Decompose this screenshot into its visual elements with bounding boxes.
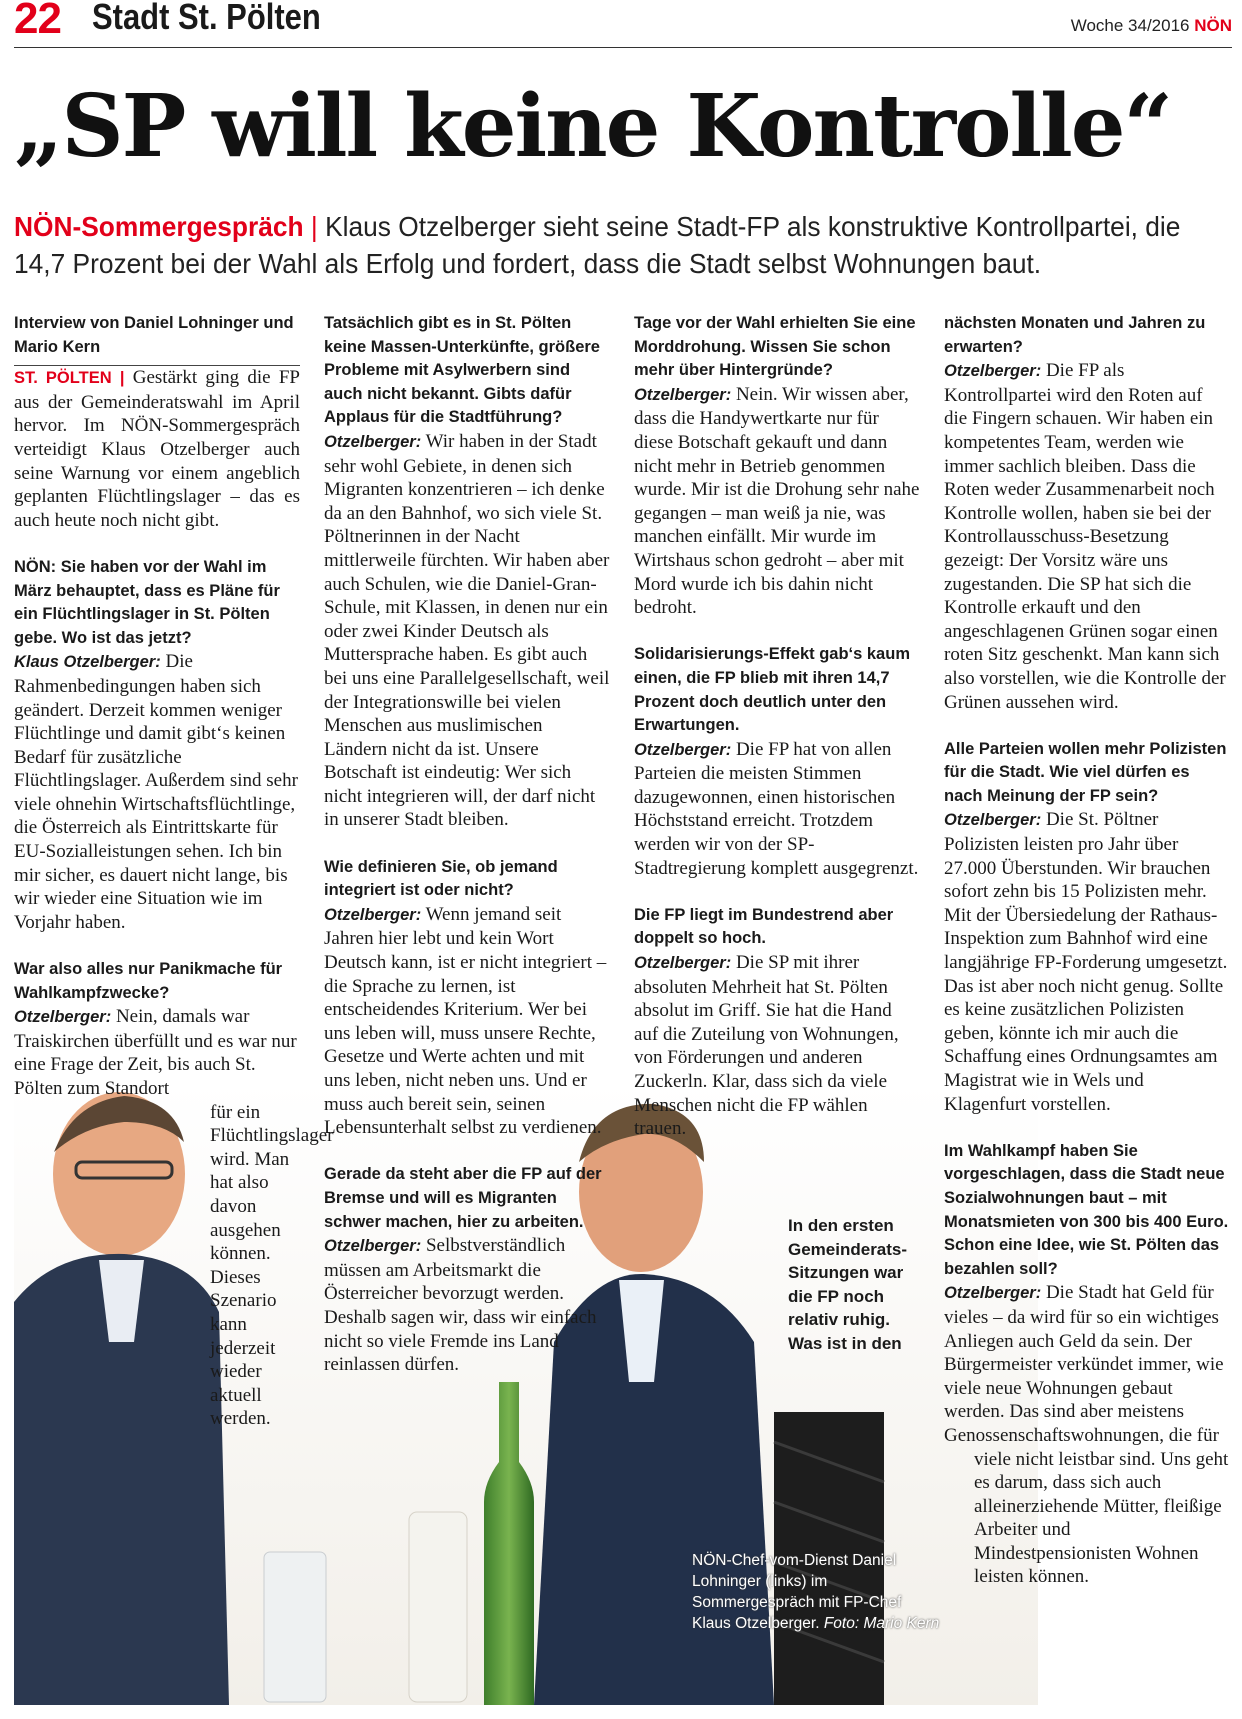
byline: Interview von Daniel Lohninger und Mario Kern [14,312,300,366]
speaker: Otzelberger: [634,385,732,404]
speaker: Otzelberger: [944,811,1042,830]
answer [944,359,1230,714]
column-4 [944,312,1230,1589]
answer-text: Nein. Wir wissen aber, dass die Handywertkarte nur für diese Botschaft gekauft und dann nicht mehr in Betrieb genommen wurde. Mir ist die Drohung sehr nahe gegangen – man weiß ja nie, was manchen einfällt. Mir wurde im Wirtshaus schon gedroht – aber mit Mord wurde ich bis dahin nicht bedroht. [634,383,920,619]
question: Die FP liegt im Bundestrend aber doppelt so hoch. [634,905,894,948]
answer [634,383,920,620]
section-title: Stadt St. Pölten [92,0,321,37]
answer-text: Wir haben in der Stadt sehr wohl Gebiete, in denen sich Migranten konzentrieren – ich denke da an den Bahnhof, wo sich viele St. Pöltnerinnen in der Nacht mittlerweile fürchten. Wir haben aber auch Schulen, wie die Daniel-Gran-Schule, mit Klassen, in denen nur ein oder zwei Kinder Deutsch als Muttersprache haben. Es gibt auch bei uns eine Parallelgesellschaft, weil der Integrationswille bei vielen Menschen aus muslimischen Ländern nicht da ist. Unsere Botschaft ist eindeutig: Wer sich nicht integrieren will, der darf nicht in unserer Stadt bleiben. [324,430,610,831]
answer-text: Die Rahmenbedingungen haben sich geändert. Derzeit kommen weniger Flüchtlinge und damit gibt‘s keinen Bedarf für zusätzliche Flüchtlingslager. Außerdem sind sehr viele ohnehin Wirtschaftsflüchtlinge, die Österreich als Eintrittskarte für EU-Sozialleistungen sehen. Ich bin mir sicher, es dauert nicht lange, bis wir wieder eine Situation wie im Vorjahr haben. [14,651,298,933]
question: NÖN: Sie haben vor der Wahl im März behauptet, dass es Pläne für ein Flüchtlingslager in St. Pölten gebe. Wo ist das jetzt? [14,557,280,647]
question: Tatsächlich gibt es in St. Pölten keine Massen-Unterkünfte, größere Probleme mit Asylwerbern sind auch nicht bekannt. Gibts dafür Applaus für die Stadtführung? [324,314,600,427]
question: Wie definieren Sie, ob jemand integriert ist oder nicht? [324,857,558,900]
issue-week: Woche 34/2016 [1070,16,1190,35]
question: Alle Parteien wollen mehr Polizisten für die Stadt. Wie viel dürfen es nach Meinung der FP sein? [944,739,1227,805]
answer-text: Die St. Pöltner Polizisten leisten pro Jahr über 27.000 Überstunden. Wir brauchen sofort zehn bis 15 Polizisten mehr. Mit der Übersiedelung der Rathaus-Inspektion zum Bahnhof wird eine langjährige FP-Forderung umgesetzt. Das ist aber noch nicht genug. Sollte es keine zusätzlichen Polizisten geben, könnte ich mir auch die Schaffung eines Ordnungsamtes am Magistrat wie in Wels und Klagenfurt vorstellen. [944,809,1228,1115]
photo-credit: Foto: Mario Kern [823,1615,940,1632]
answer-continued: für ein Flüchtlingslager wird. Man hat also davon ausgehen können. Dieses Szenario kann jederzeit wieder aktuell werden. [210,1101,334,1430]
question: Gerade da steht aber die FP auf der Bremse und will es Migranten schwer machen, hier zu arbeiten. [324,1165,602,1231]
answer [14,1005,300,1100]
answer [14,650,300,934]
dateline-separator: | [119,369,125,388]
answer [324,903,610,1140]
question: nächsten Monaten und Jahren zu erwarten? [944,314,1206,356]
answer-text: Nein, damals war Traiskirchen überfüllt und es war nur eine Frage der Zeit, bis auch St. Pölten zum Standort [14,1006,297,1099]
speaker: Otzelberger: [324,1237,422,1256]
column-2 [324,312,610,1377]
photo-caption [692,1550,942,1634]
speaker: Otzelberger: [944,362,1042,381]
answer [944,808,1230,1116]
answer [324,1234,610,1377]
answer-continued: viele nicht leistbar sind. Uns geht es darum, dass sich auch alleinerziehende Mütter, fleißige Arbeiter und Mindestpensionisten Wohnen leisten können. [974,1448,1229,1588]
page-number: 22 [14,0,61,43]
issue-label [1071,16,1232,36]
question: War also alles nur Panikmache für Wahlkampfzwecke? [14,960,283,1002]
speaker: Otzelberger: [634,954,732,973]
intro-text: Gestärkt ging die FP aus der Gemeinderatswahl im April hervor. Im NÖN-Sommergespräch verteidigt Klaus Otzelberger auch seine Warnung vor einem angeblich geplanten Flüchtlingslager – das es auch heute noch nicht gibt. [14,367,300,531]
page-header [14,0,1232,48]
speaker: Otzelberger: [634,740,732,759]
dateline: ST. PÖLTEN [14,369,112,388]
question: Solidarisierungs-Effekt gab‘s kaum einen, die FP blieb mit ihren 14,7 Prozent doch deutlich unter den Erwartungen. [634,645,910,735]
speaker: Otzelberger: [944,1284,1042,1303]
question: Tage vor der Wahl erhielten Sie eine Morddrohung. Wissen Sie schon mehr über Hintergründe? [634,314,916,380]
deck [14,208,1234,282]
intro-paragraph [14,366,300,532]
speaker: Otzelberger: [324,432,422,451]
answer [634,738,920,881]
answer-text: Selbstverständlich müssen am Arbeitsmarkt die Österreicher bevorzugt werden. Deshalb sagen wir, dass wir einfach nicht so viele Fremde ins Land reinlassen dürfen. [324,1235,597,1376]
answer-text: Wenn jemand seit Jahren hier lebt und kein Wort Deutsch kann, ist er nicht integriert – die Sprache zu lernen, ist entscheidendes Kriterium. Wer bei uns leben will, muss unsere Rechte, Gesetze und Werte achten und mit uns leben, nicht neben uns. Und er muss auch bereit sein, seinen Lebensunterhalt selbst zu verdienen. [324,903,607,1139]
answer-text: Die Stadt hat Geld für vieles – da wird für so ein wichtiges Anliegen auch Geld da sein. Der Bürgermeister verkündet immer, wie viele neue Wohnungen gebaut werden. Das sind aber meistens Genossenschaftswohnungen, die für [944,1282,1224,1446]
deck-text: Klaus Otzelberger sieht seine Stadt-FP als konstruktive Kontrollpartei, die 14,7 Prozent bei der Wahl als Erfolg und fordert, dass die Stadt selbst Wohnungen baut. [14,211,1181,279]
question: Im Wahlkampf haben Sie vorgeschlagen, dass die Stadt neue Sozialwohnungen baut – mit Monatsmieten von 300 bis 400 Euro. Schon eine Idee, wie St. Pölten das bezahlen soll? [944,1141,1229,1278]
brand-logo: NÖN [1194,16,1232,35]
answer [944,1281,1230,1447]
column-1 [14,312,334,1431]
answer [634,951,920,1141]
answer-text: Die SP mit ihrer absoluten Mehrheit hat St. Pölten absolut im Griff. Sie hat die Hand auf die Zuteilung von Wohnungen, von Förderungen und anderen Zuckerln. Klar, dass sich da viele Menschen nicht die FP wählen trauen. [634,952,899,1140]
headline: „SP will keine Kontrolle“ [14,76,1171,177]
deck-kicker: NÖN-Sommergespräch [14,211,304,242]
caption-text: NÖN-Chef-vom-Dienst Daniel Lohninger (links) im Sommergespräch mit FP-Chef Klaus Otzelberger. [692,1552,902,1632]
answer-text: Die FP als Kontrollpartei wird den Roten auf die Fingern schauen. Wir haben ein kompetentes Team, werden wie immer sachlich bleiben. Dass die Roten weder Zusammenarbeit noch Kontrolle wollen, haben sie bei der Kontrollausschuss-Besetzung gezeigt: Der Vorsitz wäre uns zugestanden. Die SP hat sich die Kontrolle erkauft und den angeschlagenen Grünen sogar einen roten Sitz geschenkt. Man kann sich also vorstellen, wie die Kontrolle der Grünen aussehen wird. [944,360,1226,713]
pull-quote: In den ersten Gemeinderats-Sitzungen war die FP noch relativ ruhig. Was ist in den [788,1216,908,1353]
speaker: Otzelberger: [324,905,422,924]
answer [324,430,610,832]
deck-separator: | [310,211,318,242]
speaker: Otzelberger: [14,1008,112,1027]
speaker: Klaus Otzelberger: [14,653,161,672]
column-3 [634,312,920,1141]
answer-text: Die FP hat von allen Parteien die meisten Stimmen dazugewonnen, einen historischen Höchststand erreicht. Trotzdem werden wir von der SP-Stadtregierung komplett ausgegrenzt. [634,738,919,879]
